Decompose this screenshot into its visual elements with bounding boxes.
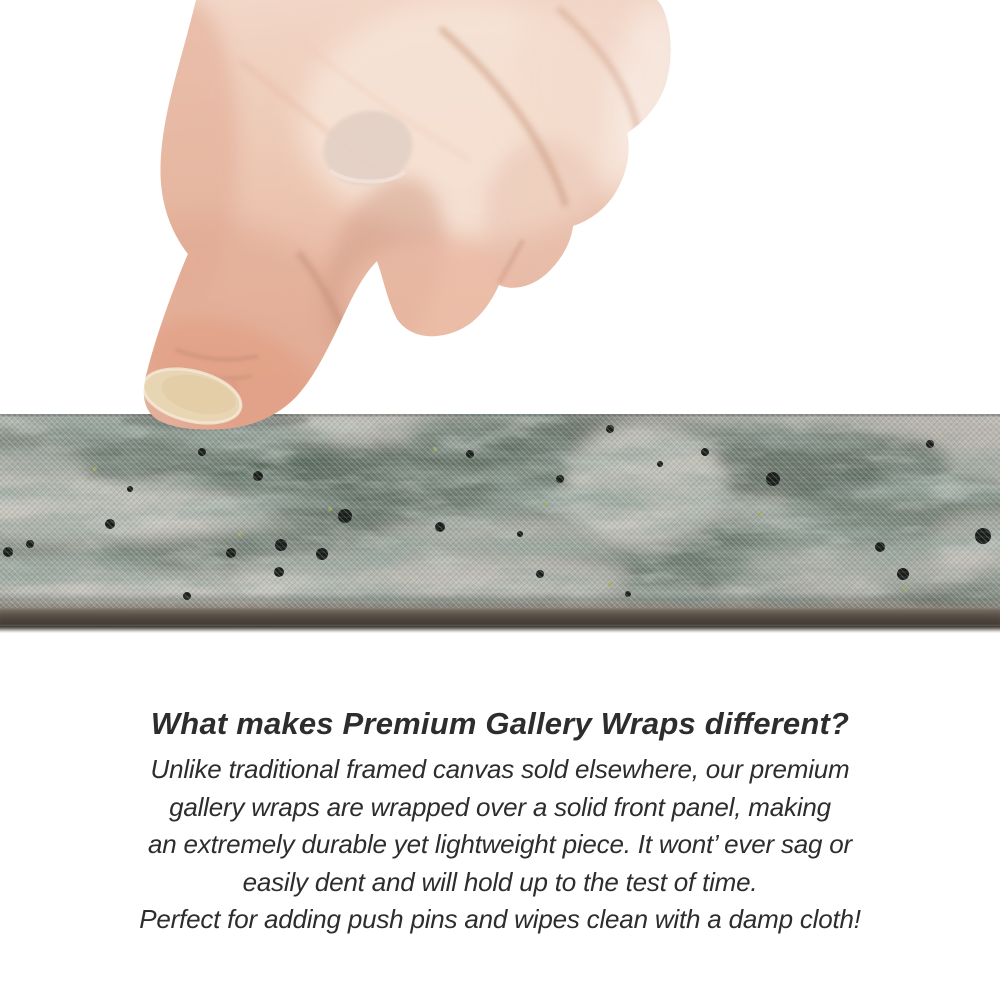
panel-edge bbox=[0, 606, 1000, 628]
body-line-3: an extremely durable yet lightweight piece. It wont’ ever sag or bbox=[147, 829, 853, 859]
panel-edge-fuzz bbox=[0, 626, 1000, 633]
body-line-1: Unlike traditional framed canvas sold elsewhere, our premium bbox=[150, 754, 850, 784]
heading: What makes Premium Gallery Wraps different? bbox=[150, 706, 850, 741]
body-line-5: Perfect for adding push pins and wipes clean with a damp cloth! bbox=[139, 904, 861, 934]
body-line-2: gallery wraps are wrapped over a solid front panel, making bbox=[169, 791, 831, 822]
canvas-edge-strip bbox=[0, 414, 1000, 633]
hand-pressing-canvas-edge bbox=[0, 0, 1000, 440]
info-text-block bbox=[0, 704, 1000, 939]
body-line-4: easily dent and will hold up to the test of time. bbox=[242, 866, 758, 897]
canvas-weave-texture bbox=[0, 414, 1000, 608]
